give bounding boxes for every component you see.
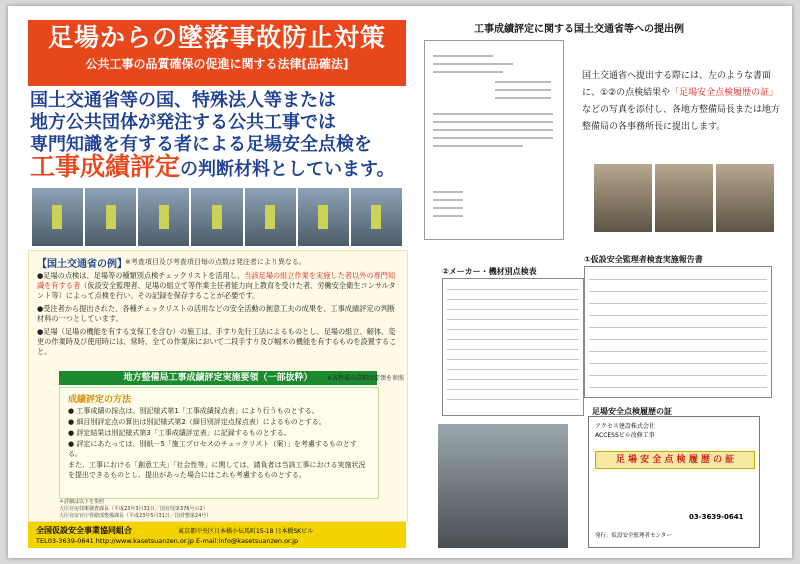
worker-photo (438, 424, 568, 548)
photo-strip (32, 188, 402, 246)
label-maker-checklist: ②メーカー・機材別点検表 (442, 267, 537, 276)
right-title: 工事成績評定に関する国土交通省等への提出例 (474, 24, 684, 35)
method-item: ● 評定結果は別記様式第3「工事成績評定表」に記録するものとする。 (68, 429, 291, 437)
left-page (28, 20, 406, 548)
site-photo (32, 188, 83, 246)
evaluation-method-box (59, 387, 379, 499)
brochure-spread (8, 6, 792, 558)
cert-project: ACCESSビル改修工事 (595, 432, 655, 439)
method-heading: 成績評定の方法 (68, 395, 132, 405)
law-subtitle: 公共工事の品質確保の促進に関する法律[品確法] (85, 57, 349, 71)
inspection-photo (716, 164, 774, 232)
cert-tel: 03-3639-0641 (689, 513, 744, 521)
main-title: 足場からの墜落事故防止対策 (47, 23, 386, 52)
bullet-3: ●足場（足場の機能を有する支保工を含む）の施工は、手すり先行工法によるものとし、足場の組立、解体、変更の作業時及び使用時には、常時、全ての作業床において二段手すり及び幅木の機能を有するものを設置すること。 (37, 327, 397, 356)
guideline-note: ※各整備の詳細は要領を参照 (327, 375, 405, 382)
method-item: ● 評定にあたっては、別紙－5「施工プロセスのチェックリスト（案）」を考慮するものとする。 (68, 440, 357, 458)
site-photo (298, 188, 349, 246)
lead-line-1: 国土交通省等の国、特殊法人等または (30, 90, 336, 111)
label-cert: 足場安全点検履歴の証 (592, 407, 672, 416)
lead-emphasis: 工事成績評定 (30, 152, 181, 181)
cert-company: アクセス建設株式会社 (595, 423, 655, 430)
method-item: ● 細目別評定点の算出は別記様式第2（細目別評定点採点表）によるものとする。 (68, 418, 326, 426)
lead-text (30, 90, 406, 181)
method-list (68, 406, 368, 481)
example-box (28, 250, 408, 522)
site-photo (85, 188, 136, 246)
inspection-report-form (584, 266, 772, 398)
site-photo (138, 188, 189, 246)
contact-line: TEL03-3639-0641 http://www.kasetsuanzen.or.jp E-mail:info@kasetsuanzen.or.jp (36, 537, 299, 545)
cert-footer: 発行：仮設安全監理者センター (595, 533, 672, 539)
lead-line-2: 地方公共団体が発注する公共工事では (30, 112, 336, 133)
lead-line-4 (30, 152, 406, 181)
organization-address: 東京都中央区日本橋小伝馬町15-18 日本橋SKビル (178, 528, 314, 535)
submission-explanation: 国土交通省へ提出する際には、左のような書面に、①②の点検結果や「足場安全点検履歴の証」などの写真を添付し、各地方整備局長または地方整備局の各事務所長に提出します。 (582, 71, 781, 132)
inspection-photo (594, 164, 652, 232)
site-photo (191, 188, 242, 246)
example-note: ※考査項目及び考査項目毎の点数は発注者により異なる。 (125, 258, 306, 266)
method-item: また、工事における「創意工夫」「社会性等」に関しては、請負者は当該工事における実施状況を提出できるものとし、提出があった場合にはこれも考慮するものとする。 (68, 461, 366, 479)
inspection-photos (594, 164, 774, 232)
method-item: ● 工事成績の採点は、別記様式第1「工事成績採点表」により行うものとする。 (68, 407, 319, 415)
bullet-list (37, 271, 397, 360)
bullet-1: ●足場の点検は、足場等の種類別点検チェックリストを活用し、当該足場の組立作業を実施した者以外の専門知識を有する者（仮設安全監理者、足場の組立て等作業主任者能力向上教育を受けた者、労働安全衛生コンサルタント等）によって点検を行い、その記録を保存することが必要です。 (37, 271, 396, 300)
submission-document (424, 40, 564, 240)
guideline-bar: 地方整備局工事成績評定実施要領（一部抜粋） (59, 371, 377, 385)
maker-checklist-form (442, 278, 584, 416)
footer-bar (28, 522, 406, 548)
safety-certificate (588, 416, 760, 548)
references: ＊詳細は以下を参照 大臣官房技術調査課長（平成23年3月31日／国官技第376号の2） 大臣官房官庁営繕部整備課長（平成23年5月31日／国営整第24号） (59, 499, 212, 519)
site-photo (245, 188, 296, 246)
lead-tail: の判断材料としています。 (180, 159, 395, 180)
lead-line-3: 専門知識を有する者による足場安全点検を (30, 134, 372, 155)
cert-title: 足 場 安 全 点 検 履 歴 の 証 (595, 451, 755, 469)
title-banner (28, 20, 406, 86)
site-photo (351, 188, 402, 246)
example-tag: 【国土交通省の例】 (37, 259, 127, 270)
label-inspection-report: ①仮設安全監理者検査実施報告書 (584, 255, 703, 264)
inspection-photo (655, 164, 713, 232)
bullet-2: ●受注者から提出された、各種チェックリストの活用などの安全活動の創意工夫の成果を、工事成績評定の判断材料の一つとしています。 (37, 304, 396, 323)
organization-name: 全国仮設安全事業協同組合 (36, 526, 132, 535)
